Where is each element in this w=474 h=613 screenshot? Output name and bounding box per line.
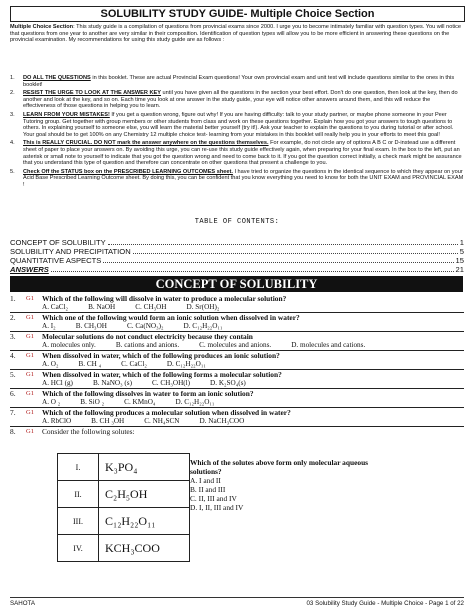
step-text: in this booklet. These are actual Provincial Exam questions! Your own provincial exam and unit test will include questions similar to the ones in this booklet!	[23, 75, 455, 88]
question-stem: Molecular solutions do not conduct electricity because they contain	[42, 332, 253, 341]
option-a: A. HCl (g)	[42, 379, 73, 387]
step-text: until you have given all the questions in the section your best effort. Don't do one question, then look at the key, then do another and look at the key, and so on. Each time you look at one answer in the study guide, your eye will notice other answers around them, and this will reduce the effectiveness of those questions in helping you to learn.	[23, 90, 458, 110]
outcome-tag: G1	[26, 352, 34, 359]
question-7	[10, 408, 464, 427]
outcome-tag: G1	[26, 428, 34, 435]
option-a: A. CaCl₂	[42, 303, 69, 311]
question-stem: Which of the following produces a molecular solution when dissolved in water?	[42, 408, 291, 417]
table-of-contents	[10, 238, 464, 274]
step-number: 3.	[10, 111, 15, 118]
question-number: 2.	[10, 313, 16, 322]
outcome-tag: G1	[26, 314, 34, 321]
toc-row[interactable]	[10, 238, 464, 247]
option-a: A. O ₂	[42, 398, 61, 406]
toc-leader	[108, 243, 458, 245]
solute-formula: KCH₃COO	[99, 535, 190, 562]
option-c: C. CaCl₂	[121, 360, 147, 368]
question-number: 1.	[10, 294, 16, 303]
solute-formula: K₃PO₄	[99, 454, 190, 481]
toc-label: QUANTITATIVE ASPECTS	[10, 256, 102, 265]
outcome-tag: G1	[26, 409, 34, 416]
option-d: D. K₂SO₄(s)	[210, 379, 246, 387]
question-stem: When dissolved in water, which of the following forms a molecular solution?	[42, 370, 282, 379]
row-numeral: III.	[58, 508, 99, 535]
option-a: A. molecules only.	[42, 341, 96, 349]
option-b: B. cations and anions.	[115, 341, 180, 349]
step-number: 5.	[10, 168, 15, 175]
outcome-tag: G1	[26, 333, 34, 340]
option-d: D. molecules and cations.	[291, 341, 366, 349]
row-numeral: IV.	[58, 535, 99, 562]
option-c: C. CH₃OH(l)	[152, 379, 191, 387]
option-a: A. RbClO	[42, 417, 72, 425]
solute-formula: C₂H₅OH	[99, 481, 190, 508]
toc-leader	[133, 252, 458, 254]
step-heading: RESIST THE URGE TO LOOK AT THE ANSWER KEY	[23, 90, 161, 97]
option-b: B. CH ₃OH	[91, 417, 125, 425]
toc-page: 1	[459, 238, 464, 247]
step-text: I have tried to organize the questions in the identical sequence to which they appear on your Acid Base Prescribed Learning Outcome sheet. By doing this, you can be confident that you know everything you need to know for both the UNIT EXAM and PROVINCIAL EXAM !	[23, 168, 464, 188]
solute-formula: C₁₂H₂₂O₁₁	[99, 508, 190, 535]
toc-row[interactable]	[10, 256, 464, 265]
question-4	[10, 351, 464, 370]
intro-paragraph	[10, 24, 464, 44]
option-d: D. C₁₂H₂₂O₁₁	[183, 322, 223, 330]
step-heading: Check Off the STATUS box on the PRESCRIBED LEARNING OUTCOMES sheet.	[23, 168, 233, 175]
footer-page-info: 03 Solubility Study Guide - Multiple Choice - Page 1 of 22	[306, 600, 464, 607]
option-b: B. II and III	[190, 485, 226, 494]
question-stem: Which of the following will dissolve in water to produce a molecular solution?	[42, 294, 287, 303]
option-c: C. molecules and anions.	[199, 341, 272, 349]
question-number: 4.	[10, 351, 16, 360]
option-c: C. II, III and IV	[190, 494, 237, 503]
table-row	[58, 508, 190, 535]
option-b: B. NaNO₃ (s)	[92, 379, 132, 387]
question-number: 3.	[10, 332, 16, 341]
page-footer	[10, 597, 464, 607]
toc-row-answers[interactable]	[10, 265, 464, 274]
table-row	[58, 535, 190, 562]
step-heading: This is REALLY CRUCIAL. DO NOT mark the answer anywhere on the questions themselves.	[23, 140, 269, 147]
table-row	[58, 481, 190, 508]
toc-page: 5	[459, 247, 464, 256]
toc-page: 15	[455, 256, 464, 265]
option-c: C. Ca(NO₃)₂	[126, 322, 164, 330]
toc-leader	[51, 270, 454, 272]
option-b: B. CH ₄	[78, 360, 102, 368]
toc-label: CONCEPT OF SOLUBILITY	[10, 238, 106, 247]
table-row	[58, 454, 190, 481]
page-title: SOLUBILITY STUDY GUIDE- Multiple Choice Section	[10, 6, 465, 22]
footer-author: SAHOTA	[10, 600, 35, 607]
section-banner: CONCEPT OF SOLUBILITY	[10, 276, 463, 292]
step-text: For example, do not circle any of options A B C or D-instead use a different sheet of paper to place your answers on. By avoiding this urge, you can re-use this study guide effectively again, when preparing for your final exam. In the box to the left, put an asterisk or small note to yourself to indicate that you got the question wrong and need to come back to it. If you got the question correct initially, a check mark might be assurance that you understand this type of question and therefore can concentrate on other questions that present a challenge to you.	[23, 140, 462, 167]
toc-leader	[103, 261, 453, 263]
step-number: 2.	[10, 90, 15, 97]
question-3	[10, 332, 464, 351]
option-a: A. O₂	[42, 360, 59, 368]
step-heading: LEARN FROM YOUR MISTAKES!	[23, 111, 110, 118]
option-c: C. CH₃OH	[135, 303, 167, 311]
question-5	[10, 370, 464, 389]
question-stem: Which of the following dissolves in water to form an ionic solution?	[42, 389, 254, 398]
question-number: 8.	[10, 427, 16, 436]
option-d: D. C₁₂H₂₂O₁₁	[175, 398, 215, 406]
step-heading: DO ALL THE QUESTIONS	[23, 75, 91, 81]
step-2	[10, 90, 464, 110]
toc-title: TABLE OF CONTENTS:	[194, 218, 280, 226]
question-stem: Which one of the following would form an ionic solution when dissolved in water?	[42, 313, 300, 322]
step-text: If you get a question wrong, figure out why! If you are having difficulty: talk to your study partner, or maybe phone someone in your Peer Tutoring group. Get together with group members or other students from class and work on these questions together. Explain how you got your answers to tough questions to others. In explaining yourself to someone else, you will learn the material better yourself (try it!). Ask your teacher to explain the questions to you during tutorial or after school. Your goal should be to get 100% on any Chemistry 12 multiple choice test- learning from your mistakes in this booklet will really help you in your efforts to meet this goal!	[23, 111, 454, 138]
question-8-prompt	[190, 458, 390, 512]
option-b: B. CH₃OH	[75, 322, 107, 330]
question-list	[10, 294, 464, 436]
step-number: 1.	[10, 75, 15, 81]
toc-row[interactable]	[10, 247, 464, 256]
recommendations-list	[10, 75, 464, 191]
option-d: D. I, II, III and IV	[190, 503, 244, 512]
question-number: 5.	[10, 370, 16, 379]
option-c: C. NH₄SCN	[144, 417, 180, 425]
row-numeral: II.	[58, 481, 99, 508]
outcome-tag: G1	[26, 371, 34, 378]
question-number: 6.	[10, 389, 16, 398]
question-6	[10, 389, 464, 408]
toc-label: SOLUBILITY AND PRECIPITATION	[10, 247, 131, 256]
option-d: D. C₁₂H₂₂O₁₁	[166, 360, 206, 368]
intro-label: Multiple Choice Section	[10, 24, 74, 30]
option-b: B. NaOH	[88, 303, 116, 311]
option-d: D. NaCH₃COO	[199, 417, 245, 425]
toc-label: ANSWERS	[10, 265, 49, 274]
option-b: B. SiO ₂	[80, 398, 105, 406]
intro-text: : This study guide is a compilation of questions from provincial exams since 2000. I urge you to become intimately familiar with question types. You will notice that questions from one year to another are very similar in their composition. Identification of question types will allow you to be more efficient in answering these questions on the provincial examination. My recommendations for using this study guide are as follows :	[10, 24, 462, 44]
solutes-table	[57, 453, 190, 562]
row-numeral: I.	[58, 454, 99, 481]
question-8	[10, 427, 464, 436]
outcome-tag: G1	[26, 295, 34, 302]
question-stem: Consider the following solutes:	[42, 427, 135, 436]
option-a: A. I₂	[42, 322, 56, 330]
question-1	[10, 294, 464, 313]
step-number: 4.	[10, 140, 15, 147]
question-stem: When dissolved in water, which of the following produces an ionic solution?	[42, 351, 280, 360]
step-5	[10, 169, 464, 189]
step-1	[10, 75, 464, 88]
toc-page: 21	[455, 265, 464, 274]
step-3	[10, 112, 464, 138]
step-4	[10, 140, 464, 166]
option-c: C. KMnO₄	[124, 398, 156, 406]
question-number: 7.	[10, 408, 16, 417]
question-stem: Which of the solutes above form only molecular aqueous solutions?	[190, 458, 369, 476]
question-2	[10, 313, 464, 332]
option-a: A. I and II	[190, 476, 221, 485]
outcome-tag: G1	[26, 390, 34, 397]
option-d: D. Sr(OH)₂	[186, 303, 220, 311]
